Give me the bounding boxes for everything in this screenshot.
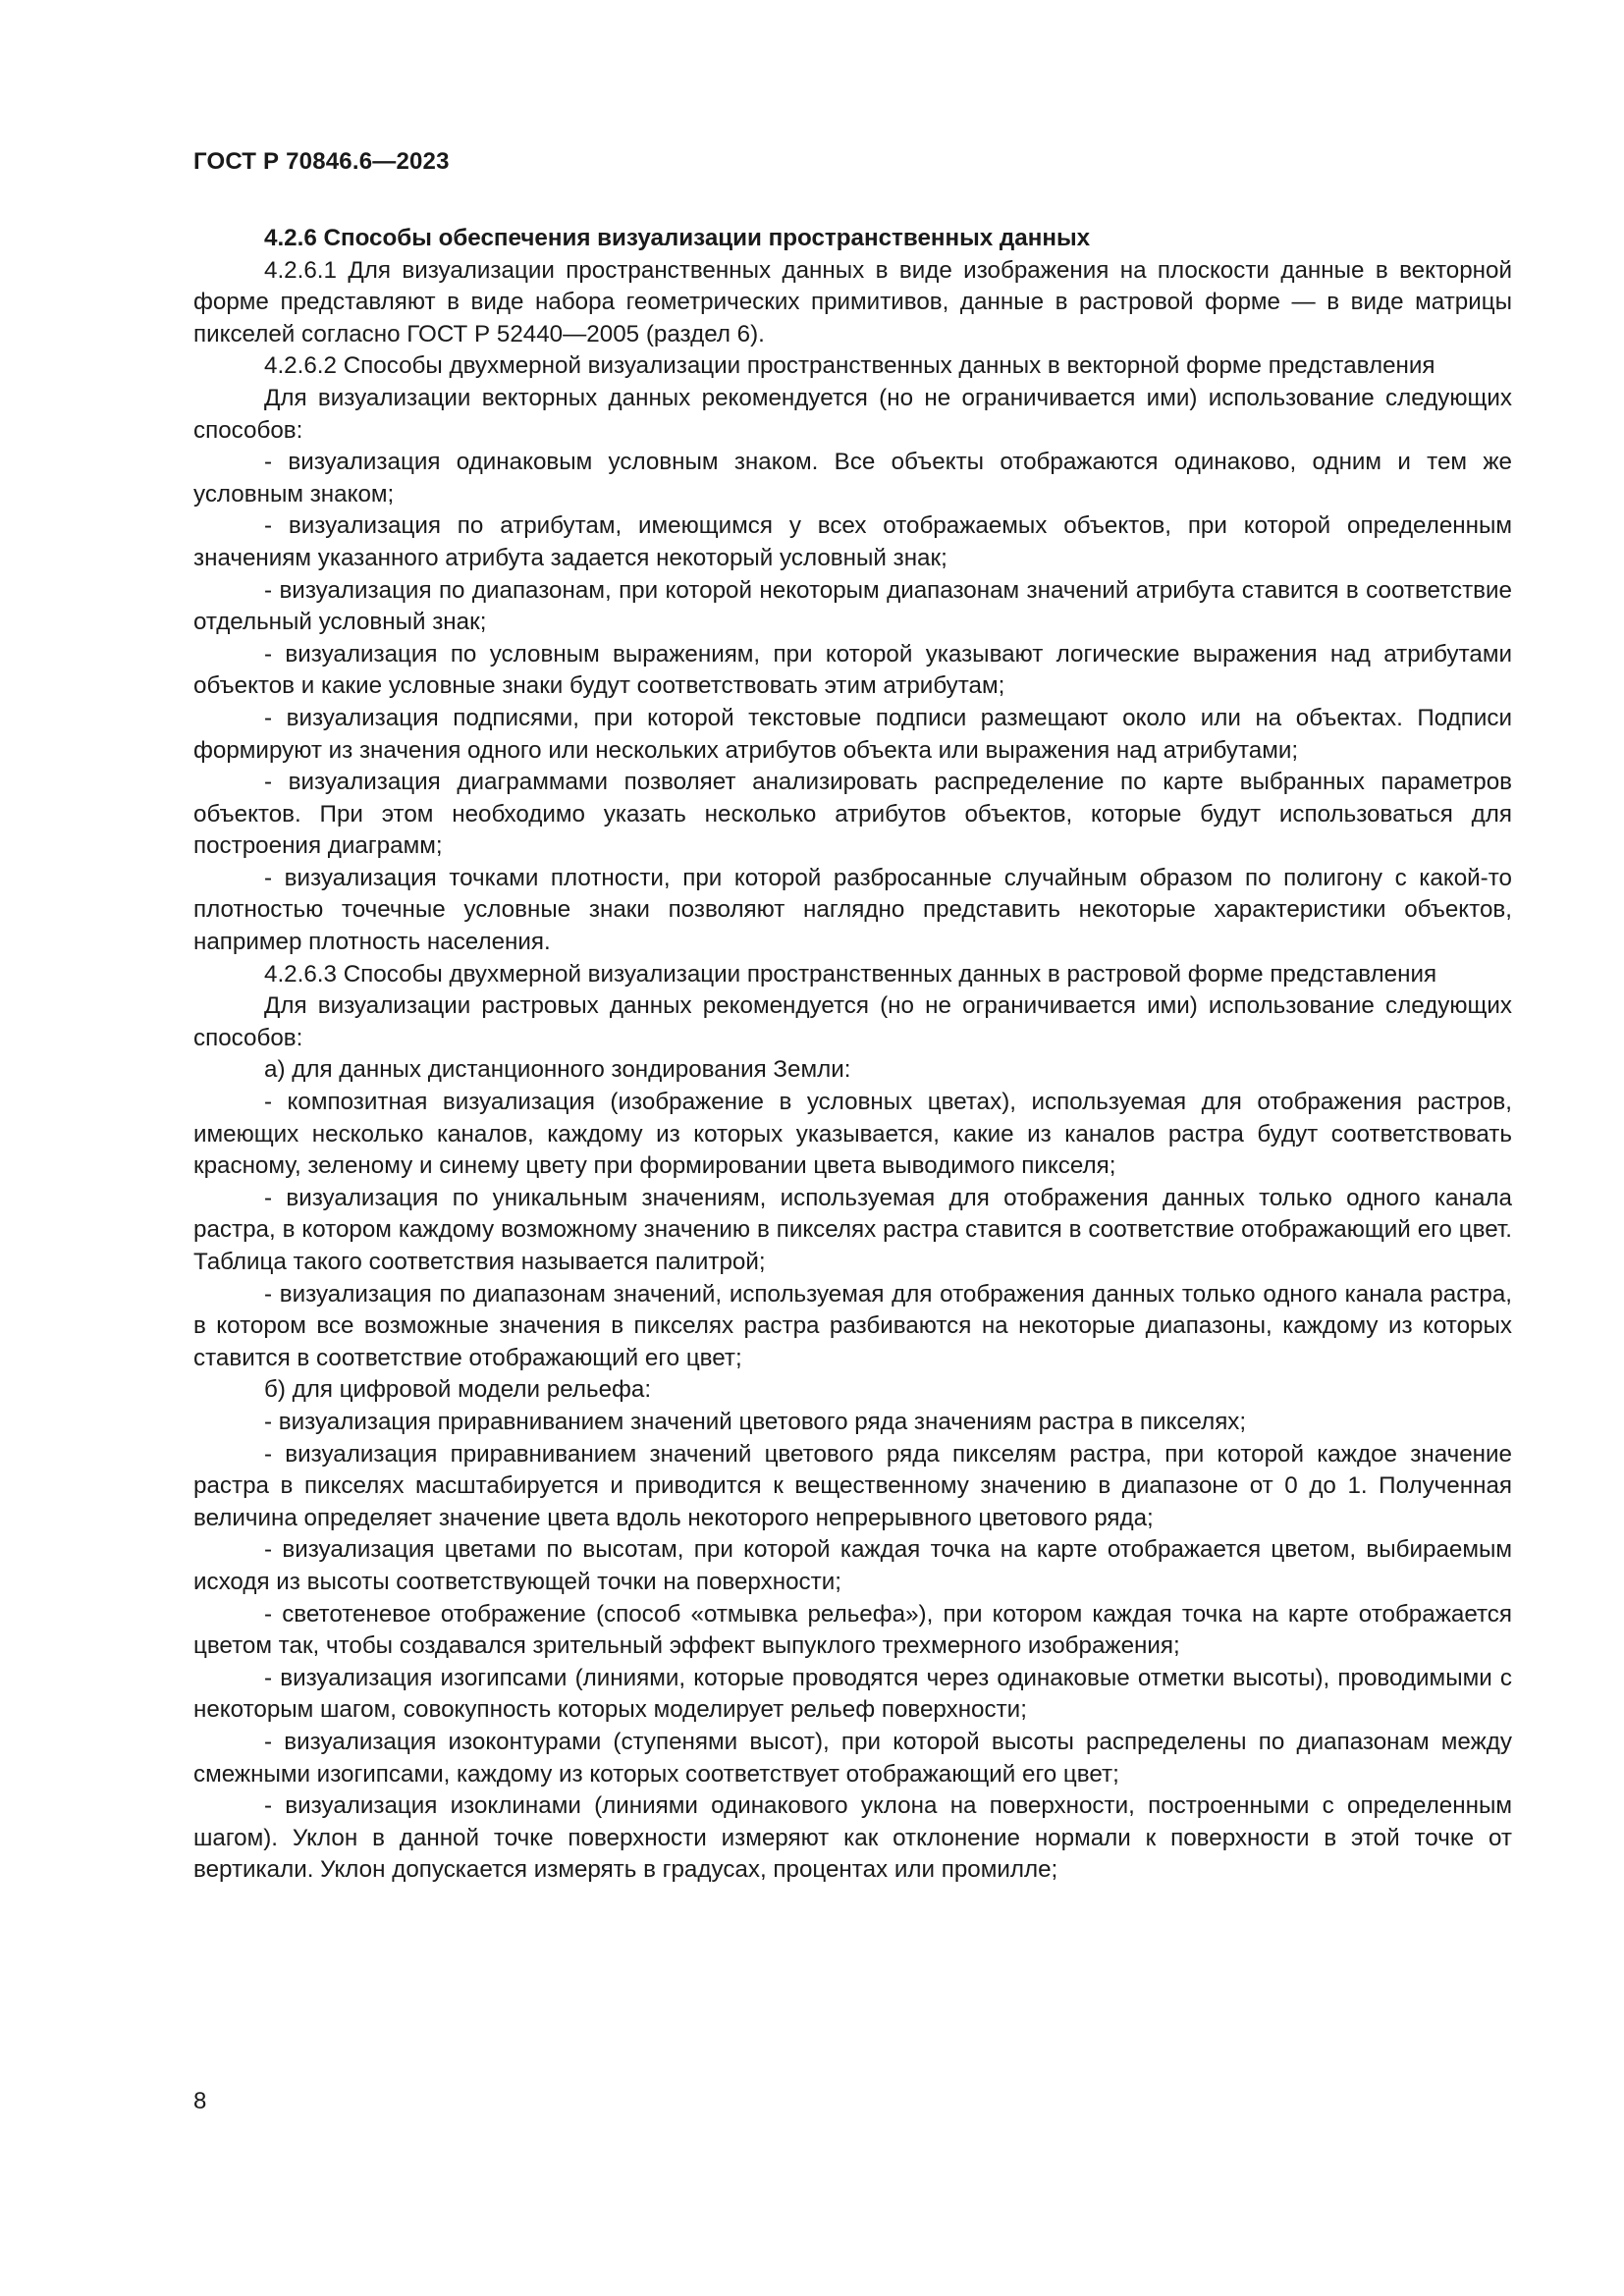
list-item-vector-labels: - визуализация подписями, при которой текстовые подписи размещают около или на объектах. Подписи формируют из значения одного или нескольких атрибутов объекта или выражения над атрибутами; bbox=[193, 704, 1512, 764]
section-heading: 4.2.6 Способы обеспечения визуализации пространственных данных bbox=[264, 225, 1091, 251]
paragraph-4-2-6-1: 4.2.6.1 Для визуализации пространственных данных в виде изображения на плоскости данные в векторной форме представляют в виде набора геометрических примитивов, данные в растровой форме — в виде матрицы пикселей согласно ГОСТ Р 52440—2005 (раздел 6). bbox=[193, 256, 1512, 347]
section-content bbox=[193, 223, 1512, 1887]
list-item-vector-by-attributes: - визуализация по атрибутам, имеющимся у всех отображаемых объектов, при которой определенным значениям указанного атрибута задается некоторый условный знак; bbox=[193, 512, 1512, 571]
list-item-dem-color-scaled: - визуализация приравниванием значений цветового ряда пикселям растра, при которой каждое значение растра в пикселях масштабируется и приводится к вещественному значению в диапазоне от 0 до 1. Полученная величина определяет значение цвета вдоль некоторого непрерывного цветового ряда; bbox=[193, 1440, 1512, 1531]
list-heading-remote-sensing: а) для данных дистанционного зондирования Земли: bbox=[264, 1056, 851, 1084]
page-number: 8 bbox=[193, 2088, 207, 2114]
paragraph-4-2-6-3-title: 4.2.6.3 Способы двухмерной визуализации пространственных данных в растровой форме представления bbox=[264, 960, 1437, 988]
list-item-dem-hillshade: - светотеневое отображение (способ «отмывка рельефа»), при котором каждая точка на карте отображается цветом так, чтобы создавался зрительный эффект выпуклого трехмерного изображения; bbox=[193, 1600, 1512, 1660]
list-heading-dem: б) для цифровой модели рельефа: bbox=[264, 1376, 652, 1404]
list-item-dem-isoclines: - визуализация изоклинами (линиями одинакового уклона на поверхности, построенными с определенным шагом). Уклон в данной точке поверхности измеряют как отклонение нормали к поверхности в этой точке от вертикали. Уклон допускается измерять в градусах, процентах или промилле; bbox=[193, 1792, 1512, 1884]
paragraph-raster-intro: Для визуализации растровых данных рекомендуется (но не ограничивается ими) использование следующих способов: bbox=[193, 992, 1512, 1051]
paragraph-4-2-6-2-title: 4.2.6.2 Способы двухмерной визуализации пространственных данных в векторной форме представления bbox=[264, 352, 1435, 380]
list-item-vector-by-ranges: - визуализация по диапазонам, при которой некоторым диапазонам значений атрибута ставится в соответствие отдельный условный знак; bbox=[193, 576, 1512, 636]
list-item-dem-elevation-colors: - визуализация цветами по высотам, при которой каждая точка на карте отображается цветом, выбираемым исходя из высоты соответствующей точки на поверхности; bbox=[193, 1536, 1512, 1595]
list-item-raster-composite: - композитная визуализация (изображение в условных цветах), используемая для отображения растров, имеющих несколько каналов, каждому из которых указывается, какие из каналов растра будут соответствовать красному, зеленому и синему цвету при формировании цвета выводимого пикселя; bbox=[193, 1089, 1512, 1180]
standard-designation-header: ГОСТ Р 70846.6—2023 bbox=[193, 148, 450, 175]
list-item-vector-diagrams: - визуализация диаграммами позволяет анализировать распределение по карте выбранных параметров объектов. При этом необходимо указать несколько атрибутов объектов, которые будут использоваться для построения диаграмм; bbox=[193, 769, 1512, 860]
list-item-dem-isocontours: - визуализация изоконтурами (ступенями высот), при которой высоты распределены по диапазонам между смежными изогипсами, каждому из которых соответствует отображающий его цвет; bbox=[193, 1728, 1512, 1788]
list-item-raster-unique-values: - визуализация по уникальным значениям, используемая для отображения данных только одного канала растра, в котором каждому возможному значению в пикселях растра ставится в соответствие отображающий его цвет. Таблица такого соответствия называется палитрой; bbox=[193, 1184, 1512, 1275]
list-item-dem-color-values: - визуализация приравниванием значений цветового ряда значениям растра в пикселях; bbox=[264, 1408, 1247, 1435]
list-item-raster-value-ranges: - визуализация по диапазонам значений, используемая для отображения данных только одного канала растра, в котором все возможные значения в пикселях растра разбиваются на некоторые диапазоны, каждому из которых ставится в соответствие отображающий его цвет; bbox=[193, 1280, 1512, 1371]
paragraph-vector-intro: Для визуализации векторных данных рекомендуется (но не ограничивается ими) использование следующих способов: bbox=[193, 384, 1512, 444]
list-item-vector-single-symbol: - визуализация одинаковым условным знаком. Все объекты отображаются одинаково, одним и тем же условным знаком; bbox=[193, 449, 1512, 507]
list-item-vector-by-expressions: - визуализация по условным выражениям, при которой указывают логические выражения над атрибутами объектов и какие условные знаки будут соответствовать этим атрибутам; bbox=[193, 640, 1512, 700]
list-item-vector-density-dots: - визуализация точками плотности, при которой разбросанные случайным образом по полигону с какой-то плотностью точечные условные знаки позволяют наглядно представить некоторые характеристики объектов, например плотность населения. bbox=[193, 864, 1512, 956]
list-item-dem-contours: - визуализация изогипсами (линиями, которые проводятся через одинаковые отметки высоты), проводимыми с некоторым шагом, совокупность которых моделирует рельеф поверхности; bbox=[193, 1664, 1512, 1724]
